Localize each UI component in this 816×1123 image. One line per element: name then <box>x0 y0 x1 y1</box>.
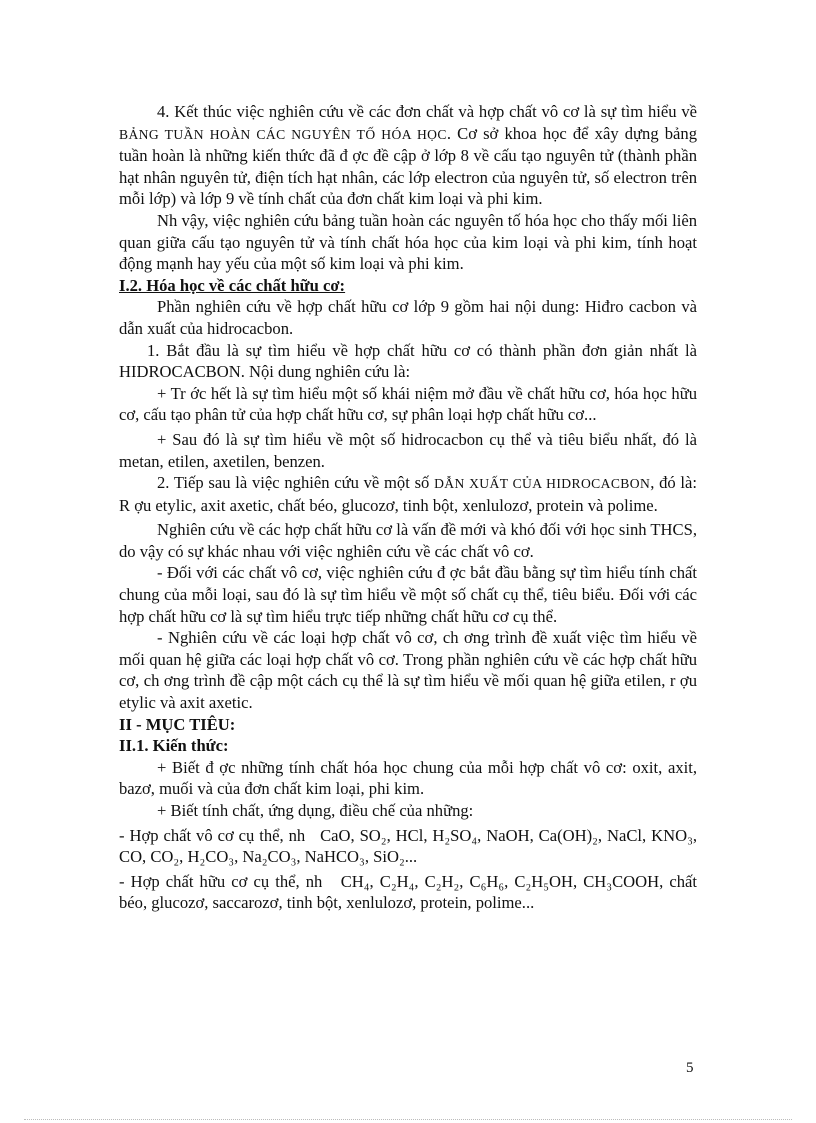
paragraph-rest: , đó là: R ợu etylic, axit axetic, chất béo, glucozơ, tinh bột, xenlulozơ, protein và polime. <box>119 473 698 515</box>
emphasis-periodic-table: BẢNG TUẦN HOÀN CÁC NGUYÊN TỐ HÓA HỌC <box>119 126 447 142</box>
section-heading-organic: I.2. Hóa học về các chất hữu cơ: <box>119 275 346 295</box>
paragraph-dash-2: - Nghiên cứu về các loại hợp chất vô cơ, ch ơng trình đề xuất việc tìm hiểu về mối quan hệ giữa các loại hợp chất vô cơ. Trong phần nghiên cứu về các hợp chất hữu cơ, ch ơng trình đề cập một cách cụ thể là sự tìm hiểu về mối quan hệ giữa etilen, r ợu etylic và axit axetic. <box>119 628 697 713</box>
paragraph-knowledge-1: + Biết đ ợc những tính chất hóa học chung của mỗi hợp chất vô cơ: oxit, axit, bazơ, muối và của đơn chất kim loại, phi kim. <box>119 757 697 799</box>
paragraph-item-1a: + Tr ớc hết là sự tìm hiểu một số khái niệm mở đầu về chất hữu cơ, hóa học hữu cơ, cấu tạo phân tử của hợp chất hữu cơ, sự phân loại hợp chất hữu cơ... <box>119 383 697 425</box>
list-organic-compounds <box>119 871 697 914</box>
subsection-heading-knowledge: II.1. Kiến thức: <box>119 736 229 756</box>
paragraph-knowledge-2: + Biết tính chất, ứng dụng, điều chế của những: <box>157 801 474 820</box>
page-content <box>119 101 697 914</box>
paragraph-summary: Nh vậy, việc nghiên cứu bảng tuần hoàn các nguyên tố hóa học cho thấy mối liên quan giữa cấu tạo nguyên tử và tính chất hóa học của kim loại và phi kim, tính hoạt động mạnh hay yếu của một số kim loại và phi kim. <box>119 210 697 274</box>
list-lead: - Hợp chất hữu cơ cụ thể, nh <box>119 871 323 891</box>
section-heading-objectives: II - MỤC TIÊU: <box>119 714 236 734</box>
paragraph-new-topic: Nghiên cứu về các hợp chất hữu cơ là vấn đề mới và khó đối với học sinh THCS, do vậy có sự khác nhau với việc nghiên cứu về các chất vô cơ. <box>119 520 697 561</box>
paragraph-item-1b: + Sau đó là sự tìm hiểu về một số hidrocacbon cụ thể và tiêu biểu nhất, đó là metan, etilen, axetilen, benzen. <box>119 429 697 471</box>
list-lead: - Hợp chất vô cơ cụ thể, nh <box>119 825 306 845</box>
paragraph-item-2 <box>119 472 697 516</box>
page-number: 5 <box>686 1060 694 1076</box>
list-inorganic-compounds <box>119 825 697 868</box>
paragraph-item-1: 1. Bắt đầu là sự tìm hiểu về hợp chất hữu cơ có thành phần đơn giản nhất là HIDROCACBON. Nội dung nghiên cứu là: <box>119 340 697 382</box>
emphasis-derivatives: DẪN XUẤT CỦA HIDROCACBON <box>434 476 651 492</box>
paragraph-dash-1: - Đối với các chất vô cơ, việc nghiên cứu đ ợc bắt đầu bằng sự tìm hiểu tính chất chung của mỗi loại, sau đó là sự tìm hiểu về một số chất cụ thể, tiêu biểu. Đối với các hợp chất hữu cơ là sự tìm hiểu trực tiếp những chất hữu cơ cụ thể. <box>119 563 697 626</box>
formula-list-organic: CH₄, C₂H₄, C₂H₂, C₆H₆, C₂H₅OH, CH₃COOH, chất béo, glucozơ, saccarozơ, tinh bột, xenlulozơ, protein, polime... <box>119 871 697 913</box>
paragraph-lead: 4. Kết thúc việc nghiên cứu về các đơn chất và hợp chất vô cơ là sự tìm hiểu về <box>157 102 697 121</box>
formula-list-inorganic: CaO, SO₂, HCl, H₂SO₄, NaOH, Ca(OH)₂, NaCl, KNO₃, CO, CO₂, H₂CO₃, Na₂CO₃, NaHCO₃, SiO₂... <box>119 825 697 867</box>
footer-dotted-rule <box>24 1119 792 1120</box>
paragraph-periodic-table <box>119 101 697 210</box>
paragraph-lead: 2. Tiếp sau là việc nghiên cứu về một số <box>157 473 430 493</box>
paragraph-organic-intro: Phần nghiên cứu về hợp chất hữu cơ lớp 9 gồm hai nội dung: Hiđro cacbon và dẫn xuất của hidrocacbon. <box>119 297 697 338</box>
paragraph-rest: . Cơ sở khoa học để xây dựng bảng tuần hoàn là những kiến thức đã đ ợc đề cập ở lớp 8 về cấu tạo nguyên tử (thành phần hạt nhân nguyên tử, điện tích hạt nhân, các lớp electron của nguyên tử, số electron trên mỗi lớp) và lớp 9 về tính chất của đơn chất kim loại và phi kim. <box>119 123 697 209</box>
